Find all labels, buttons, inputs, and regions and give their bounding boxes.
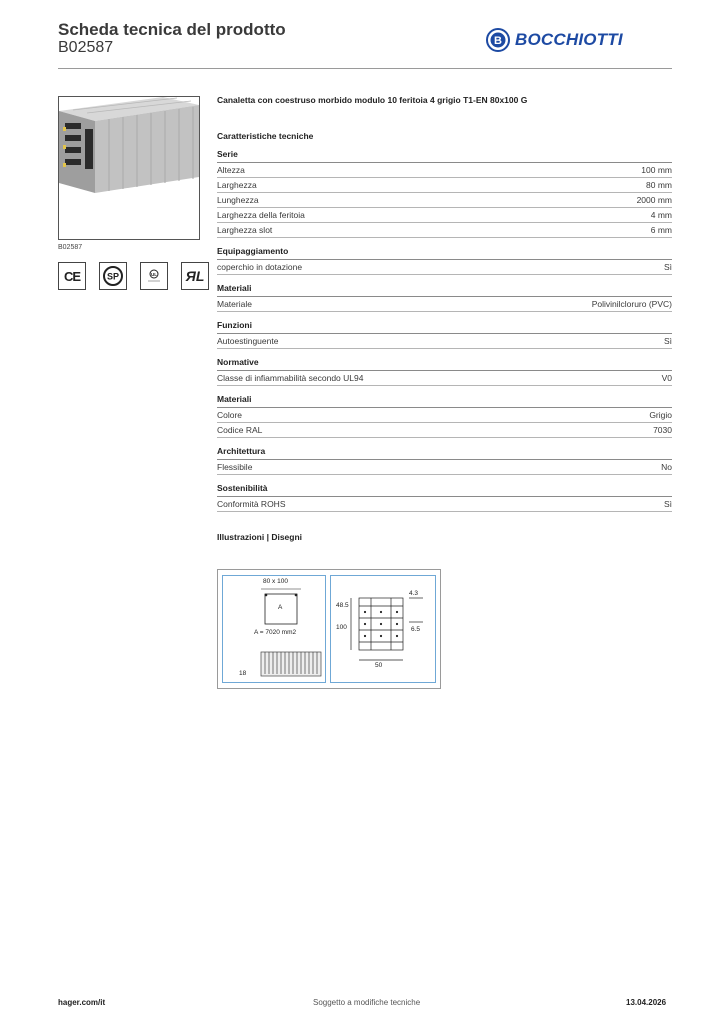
ur-mark-icon: ЯL xyxy=(181,262,209,290)
spec-group-materiali-2 xyxy=(217,394,672,438)
pitch-label: 18 xyxy=(239,670,247,677)
spec-group-title: Funzioni xyxy=(217,320,672,334)
size-label: 80 x 100 xyxy=(263,578,288,585)
csa-mark-icon xyxy=(99,262,127,290)
brand-name: BOCCHIOTTI xyxy=(515,30,623,49)
brand-b-icon xyxy=(486,28,510,52)
dimension-label: 6.5 xyxy=(411,626,421,633)
spec-group-title: Materiali xyxy=(217,283,672,297)
area-label: A = 7020 mm2 xyxy=(254,629,297,636)
spec-row: Colore Grigio xyxy=(217,408,672,423)
spec-group-title: Equipaggiamento xyxy=(217,246,672,260)
spec-group-funzioni xyxy=(217,320,672,349)
brand-logo xyxy=(486,28,623,52)
product-photo xyxy=(58,96,200,240)
section-letter: A xyxy=(278,604,283,611)
technical-drawing xyxy=(217,569,441,689)
certification-marks xyxy=(58,262,222,290)
ce-mark-icon: CE xyxy=(58,262,86,290)
header-divider xyxy=(58,68,672,69)
spec-group-materiali xyxy=(217,283,672,312)
spec-group-equipaggiamento xyxy=(217,246,672,275)
spec-group-title: Sostenibilità xyxy=(217,483,672,497)
spec-row: Autoestinguente Sì xyxy=(217,334,672,349)
section-drawing-panel xyxy=(222,575,326,683)
footer-note: Soggetto a modifiche tecniche xyxy=(313,998,421,1007)
spec-row: Codice RAL 7030 xyxy=(217,423,672,438)
spec-content xyxy=(217,95,672,542)
illustrations-title: Illustrazioni | Disegni xyxy=(217,532,303,542)
spec-row: Larghezza della feritoia 4 mm xyxy=(217,208,672,223)
spec-row: Flessibile No xyxy=(217,460,672,475)
spec-row: coperchio in dotazione Sì xyxy=(217,260,672,275)
footer-date: 13.04.2026 xyxy=(626,998,667,1007)
photo-caption: B02587 xyxy=(58,244,83,251)
page-title: Scheda tecnica del prodotto xyxy=(58,20,286,39)
product-code: B02587 xyxy=(58,39,114,56)
spec-group-title: Normative xyxy=(217,357,672,371)
ul-listed-mark-icon xyxy=(140,262,168,290)
spec-group-title: Architettura xyxy=(217,446,672,460)
svg-text:SP: SP xyxy=(106,271,120,282)
specs-section-title: Caratteristiche tecniche xyxy=(217,131,314,141)
spec-group-architettura xyxy=(217,446,672,475)
svg-text:B: B xyxy=(494,35,502,47)
spec-row: Conformità ROHS Sì xyxy=(217,497,672,512)
footer-website: hager.com/it xyxy=(58,998,106,1007)
product-description: Canaletta con coestruso morbido modulo 10 feritoia 4 grigio T1-EN 80x100 G xyxy=(217,95,528,105)
spec-group-serie xyxy=(217,149,672,238)
spec-row: Materiale Polivinilcloruro (PVC) xyxy=(217,297,672,312)
dimension-label: 50 xyxy=(375,662,383,669)
dimension-label: 4.3 xyxy=(409,590,419,597)
spec-row: Larghezza slot 6 mm xyxy=(217,223,672,238)
spec-group-sostenibilita xyxy=(217,483,672,512)
spec-group-title: Materiali xyxy=(217,394,672,408)
dimension-label: 100 xyxy=(336,624,347,631)
dimension-label: 48.5 xyxy=(336,602,349,609)
spec-row: Classe di infiammabilità secondo UL94 V0 xyxy=(217,371,672,386)
profile-drawing-panel xyxy=(330,575,436,683)
svg-text:UL: UL xyxy=(151,272,157,277)
spec-row: Lunghezza 2000 mm xyxy=(217,193,672,208)
spec-group-normative xyxy=(217,357,672,386)
spec-row: Altezza 100 mm xyxy=(217,163,672,178)
spec-row: Larghezza 80 mm xyxy=(217,178,672,193)
spec-group-title: Serie xyxy=(217,149,672,163)
